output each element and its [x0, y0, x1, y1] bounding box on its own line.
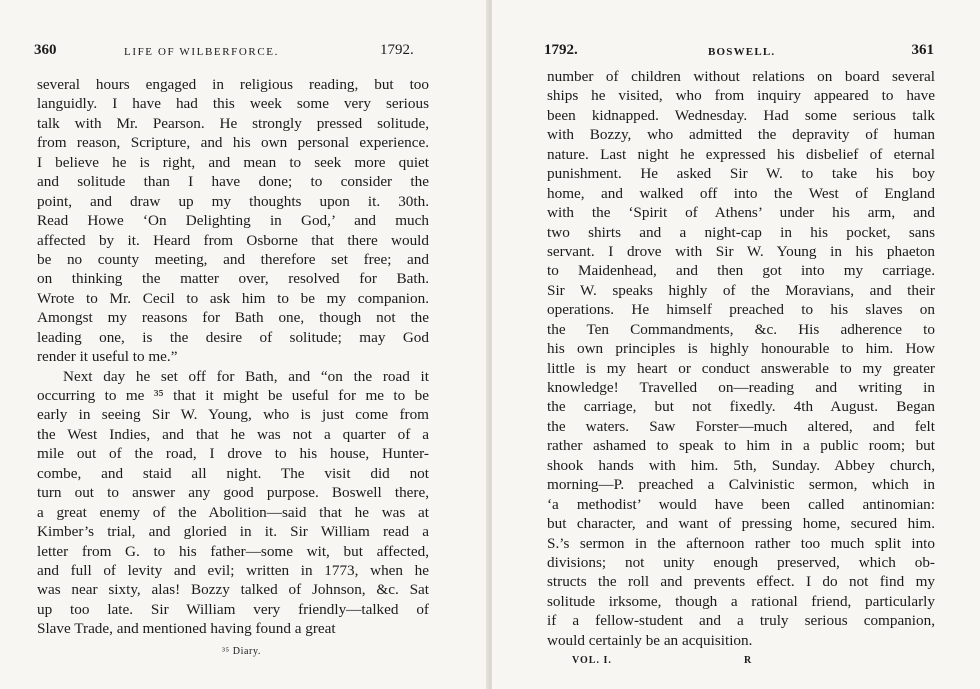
- right-body-text: [547, 67, 935, 650]
- text-line: nature. Last night he expressed his disbelief of eternal: [547, 145, 935, 163]
- text-line: from reason, Scripture, and his own personal experience.: [37, 134, 429, 152]
- text-line: number of children without relations on board several: [547, 68, 935, 85]
- signature-mark: R: [744, 655, 753, 666]
- text-line: up too late. Sir William very friendly—talked of: [37, 600, 429, 618]
- right-page-year: 1792.: [544, 42, 578, 58]
- left-page-year: 1792.: [380, 42, 414, 58]
- text-line: divisions; not unity enough preserved, which ob-: [547, 553, 935, 571]
- right-page-number: 361: [911, 42, 934, 58]
- text-line: Wrote to Mr. Cecil to ask him to be my companion.: [37, 289, 429, 307]
- text-line: I believe he is right, and mean to seek more quiet: [37, 153, 429, 171]
- right-running-head: BOSWELL.: [708, 46, 776, 58]
- text-line: be no county meeting, and therefore set free; and: [37, 250, 429, 268]
- text-line: talk with Mr. Pearson. He strongly pressed solitude,: [37, 114, 429, 132]
- text-line: affected by it. Heard from Osborne that there would: [37, 231, 429, 249]
- text-line: languidly. I have had this week some very serious: [37, 95, 429, 113]
- left-page-number: 360: [34, 42, 57, 58]
- text-line: solitude irksome, though a rational friend, particularly: [547, 592, 935, 610]
- left-page-header: [34, 42, 444, 64]
- text-line: his own principles is highly honourable to him. How: [547, 340, 935, 358]
- text-line: with Bozzy, who admitted the depravity of human: [547, 126, 935, 144]
- text-line: rather ashamed to speak to him in a public room; but: [547, 437, 935, 455]
- text-line: Read Howe ‘On Delighting in God,’ and much: [37, 212, 429, 230]
- left-body-text: [37, 75, 429, 639]
- text-line: letter from G. to his father—some wit, but affected,: [37, 542, 429, 560]
- right-page: [492, 0, 980, 689]
- text-line: ‘a methodist’ would have been called antinomian:: [547, 495, 935, 513]
- text-line: punishment. He asked Sir W. to take his boy: [547, 165, 935, 183]
- text-line: Slave Trade, and mentioned having found a great: [37, 620, 336, 638]
- text-line: on thinking the matter over, resolved for Bath.: [37, 270, 429, 288]
- text-line: occurring to me ³⁵ that it might be useful for me to be: [37, 387, 429, 404]
- text-line: combe, and staid all night. The visit did not: [37, 464, 429, 482]
- text-line: with the ‘Spirit of Athens’ under his arm, and: [547, 204, 935, 222]
- left-running-head: LIFE OF WILBERFORCE.: [124, 46, 279, 58]
- text-line: structs the roll and prevents effect. I do not find my: [547, 573, 935, 591]
- text-line: servant. I drove with Sir W. Young in his phaeton: [547, 242, 935, 260]
- text-line: turn out to answer any good purpose. Boswell there,: [37, 484, 429, 502]
- text-line: if a fellow-student and a truly serious companion,: [547, 612, 935, 630]
- text-line: home, and walked off into the West of England: [547, 184, 935, 202]
- text-line: and solitude than I have done; to consider the: [37, 173, 429, 191]
- text-line: several hours engaged in religious reading, but too: [37, 76, 429, 93]
- text-line: Sir W. speaks highly of the Moravians, and their: [547, 281, 935, 299]
- text-line: Amongst my reasons for Bath one, though not the: [37, 309, 429, 327]
- text-line: the West Indies, and that he was not a quarter of a: [37, 425, 429, 443]
- text-line: been kidnapped. Wednesday. Had some serious talk: [547, 106, 935, 124]
- text-line: the Ten Commandments, &c. His adherence to: [547, 320, 935, 338]
- text-line: knowledge! Travelled on—reading and writing in: [547, 379, 935, 396]
- text-line: shook hands with him. 5th, Sunday. Abbey church,: [547, 456, 935, 474]
- left-page: [0, 0, 488, 689]
- signature-volume: VOL. I.: [572, 655, 612, 666]
- text-line: would certainly be an acquisition.: [547, 631, 753, 649]
- text-line: Kimber’s trial, and gloried in it. Sir William read a: [37, 523, 429, 541]
- text-line: and full of levity and evil; written in 1773, when he: [37, 561, 429, 579]
- text-line: but character, and want of pressing home, secured him.: [547, 515, 935, 533]
- text-line: Next day he set off for Bath, and “on the road it: [63, 367, 429, 385]
- text-line: render it useful to me.”: [37, 348, 178, 366]
- text-line: a great enemy of the Abolition—said that he was at: [37, 503, 429, 521]
- text-line: little is my heart or conduct answerable to my greater: [547, 359, 935, 377]
- text-line: two shirts and a night-cap in his pocket, sans: [547, 223, 935, 241]
- text-line: to Maidenhead, and then got into my carriage.: [547, 262, 935, 280]
- footnote: ³⁵ Diary.: [222, 646, 262, 657]
- text-line: was near sixty, alas! Bozzy talked of Johnson, &c. Sat: [37, 581, 429, 599]
- text-line: mile out of the road, I drove to his house, Hunter-: [37, 445, 429, 463]
- text-line: morning—P. preached a Calvinistic sermon, which in: [547, 476, 935, 494]
- text-line: the waters. Saw Forster—much altered, and felt: [547, 417, 935, 435]
- text-line: operations. He himself preached to his slaves on: [547, 301, 935, 319]
- text-line: the carriage, but not fixedly. 4th August. Began: [547, 398, 935, 416]
- text-line: early in seeing Sir W. Young, who is just come from: [37, 406, 429, 424]
- text-line: point, and draw up my thoughts upon it. 30th.: [37, 192, 429, 210]
- right-page-header: [544, 42, 934, 64]
- text-line: S.’s sermon in the afternoon rather too much split into: [547, 534, 935, 552]
- text-line: ships he visited, who from inquiry appeared to have: [547, 87, 935, 105]
- text-line: leading one, is the desire of solitude; may God: [37, 328, 429, 346]
